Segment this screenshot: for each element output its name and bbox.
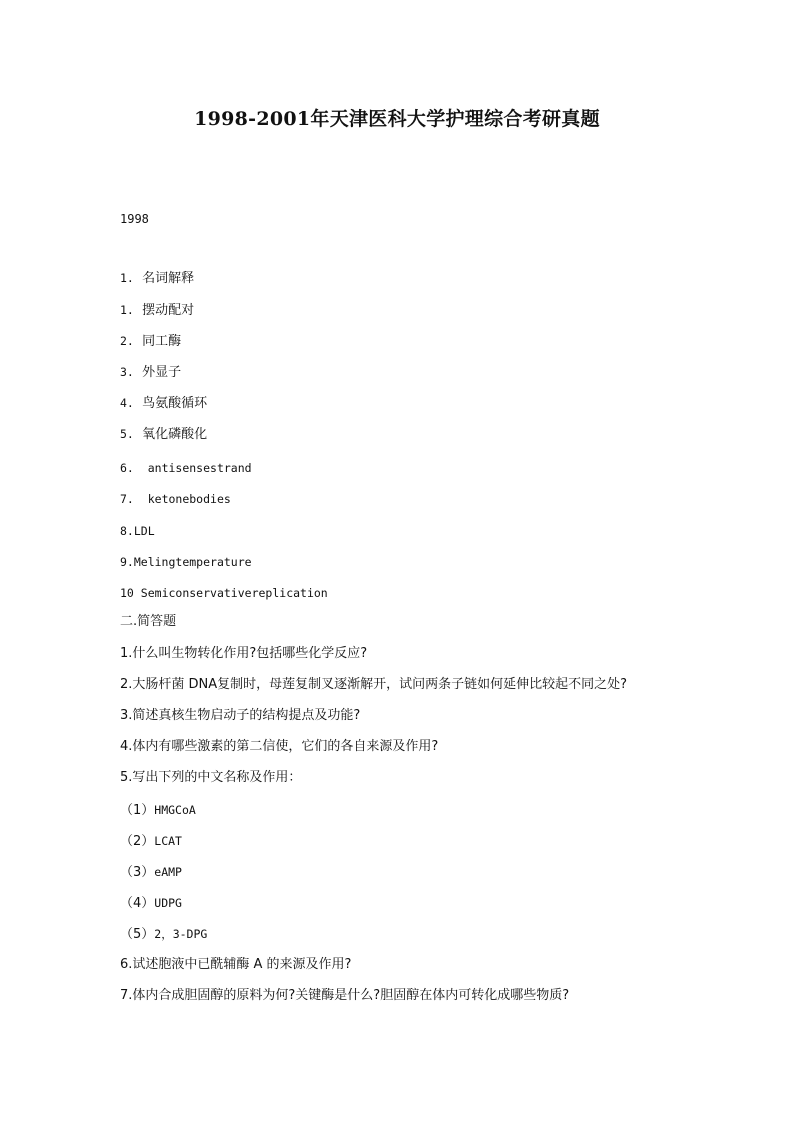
item-text: 氧化磷酸化	[142, 427, 208, 442]
page-title: 1998-2001年天津医科大学护理综合考研真题	[194, 108, 600, 130]
item-text: 外显子	[142, 365, 182, 380]
sub-item	[120, 802, 196, 819]
question-5: 5.写出下列的中文名称及作用：	[120, 770, 302, 785]
section1-heading-num: 1.	[120, 271, 134, 285]
list-item	[120, 585, 328, 601]
item-text: ketonebodies	[147, 492, 231, 506]
section1-heading	[120, 270, 194, 287]
item-text: LDL	[133, 524, 155, 538]
item-num: 3.	[120, 365, 134, 379]
item-text: 摆动配对	[142, 303, 195, 318]
item-num: 2.	[120, 334, 134, 348]
list-item	[120, 333, 181, 350]
question-2: 2.大肠杆菌 DNA复制时，母莲复制叉逐渐解开，试问两条子链如何延伸比较起不同之处?	[120, 677, 628, 692]
sub-item-label: （5）	[120, 927, 155, 942]
sub-item-text: eAMP	[154, 865, 182, 879]
sub-item-text: HMGCoA	[154, 803, 196, 817]
item-text: antisensestrand	[147, 461, 252, 475]
list-item	[120, 554, 252, 570]
question-6: 6.试述胞液中已酰辅酶 A 的来源及作用?	[120, 957, 352, 972]
list-item	[120, 426, 207, 443]
sub-item-text: UDPG	[154, 896, 182, 910]
sub-item-label: （2）	[120, 834, 155, 849]
item-num: 7.	[120, 492, 134, 506]
item-text: Melingtemperature	[133, 555, 252, 569]
item-num: 8.	[120, 524, 134, 538]
section1-heading-text: 名词解释	[142, 271, 195, 286]
question-7: 7.体内合成胆固醇的原料为何?关键酶是什么?胆固醇在体内可转化成哪些物质?	[120, 988, 570, 1003]
list-item	[120, 523, 155, 539]
sub-item-text: 2，3-DPG	[154, 927, 208, 941]
list-item	[120, 491, 231, 507]
item-num: 1.	[120, 303, 134, 317]
list-item	[120, 460, 252, 476]
list-item	[120, 395, 207, 412]
sub-item-label: （1）	[120, 803, 155, 818]
item-num: 5.	[120, 427, 134, 441]
sub-item-label: （4）	[120, 896, 155, 911]
question-3: 3.简述真核生物启动子的结构提点及功能?	[120, 708, 361, 723]
sub-item	[120, 864, 182, 881]
question-1: 1.什么叫生物转化作用?包括哪些化学反应?	[120, 646, 368, 661]
item-num: 6.	[120, 461, 134, 475]
item-num: 9.	[120, 555, 134, 569]
question-4: 4.体内有哪些激素的第二信使，它们的各自来源及作用?	[120, 739, 439, 754]
item-num: 10	[120, 586, 134, 600]
year-label: 1998	[120, 212, 149, 226]
list-item	[120, 364, 181, 381]
sub-item	[120, 926, 207, 943]
item-num: 4.	[120, 396, 134, 410]
item-text: Semiconservativereplication	[140, 586, 328, 600]
sub-item-label: （3）	[120, 865, 155, 880]
sub-item	[120, 895, 182, 912]
item-text: 鸟氨酸循环	[142, 396, 208, 411]
sub-item	[120, 833, 182, 850]
section2-heading: 二.简答题	[120, 614, 177, 629]
sub-item-text: LCAT	[154, 834, 182, 848]
list-item	[120, 302, 194, 319]
item-text: 同工酶	[142, 334, 182, 349]
